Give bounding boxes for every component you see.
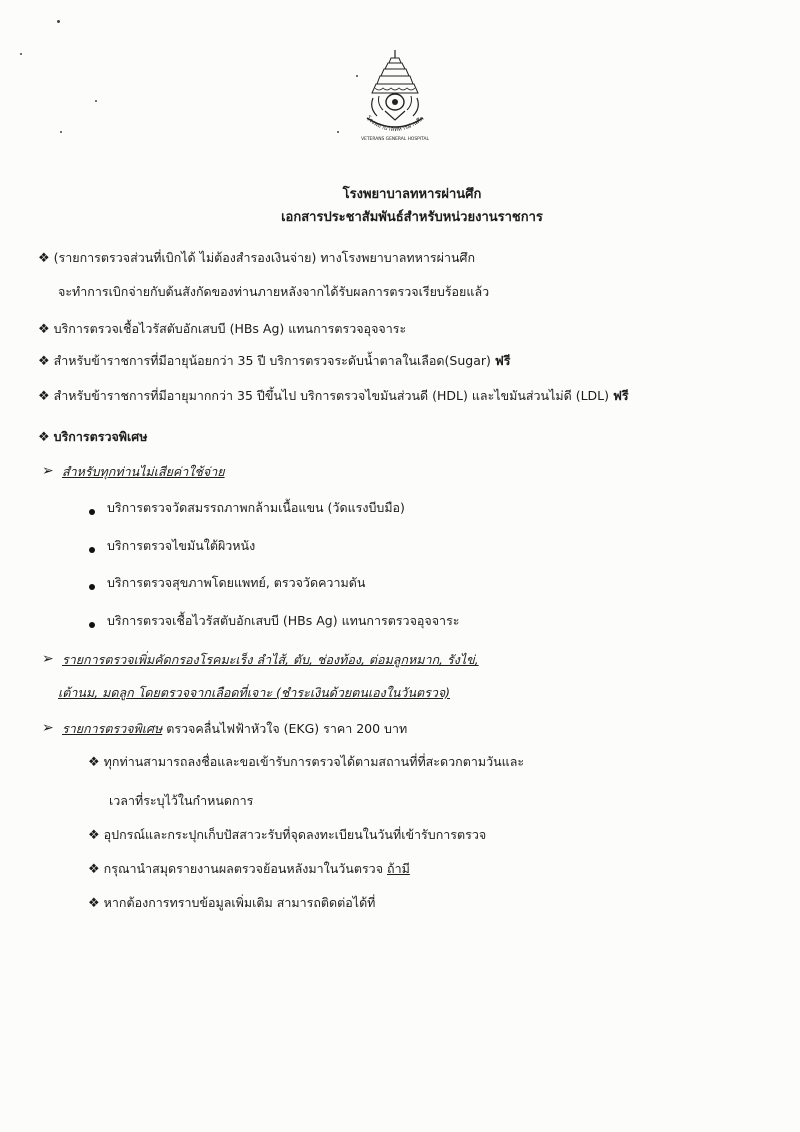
- diamond-bullet-icon: ❖: [88, 896, 100, 911]
- free-label: ฟรี: [613, 388, 629, 403]
- para-lipid-text: สำหรับข้าราชการที่มีอายุมากกว่า 35 ปีขึ้นไป บริการตรวจไขมันส่วนดี (HDL) และไขมันส่วนไม่ดี (LDL): [53, 388, 610, 403]
- free-label: ฟรี: [494, 353, 511, 368]
- scan-speck: [95, 100, 97, 102]
- note-contact: [88, 894, 375, 913]
- note-registration: [88, 753, 524, 772]
- note-if-any: ถ้ามี: [387, 861, 410, 876]
- note-report-text: กรุณานำสมุดรายงานผลตรวจย้อนหลังมาในวันตรวจ: [103, 861, 387, 876]
- dot-bullet-icon: [89, 509, 95, 515]
- document-title: โรงพยาบาลทหารผ่านศึก: [342, 187, 482, 202]
- diamond-bullet-icon: ❖: [88, 755, 100, 770]
- note-registration-line2: เวลาที่ระบุไว้ในกำหนดการ: [109, 793, 254, 808]
- para-reimbursable: [38, 249, 475, 268]
- ekg-label: รายการตรวจพิเศษ: [62, 721, 163, 736]
- note-urine-container: [88, 826, 486, 845]
- para-sugar: [38, 352, 510, 371]
- diamond-bullet-icon: ❖: [38, 251, 50, 266]
- diamond-bullet-icon: ❖: [38, 354, 50, 369]
- scan-speck: [20, 53, 22, 55]
- para-hbsag-text: บริการตรวจเชื้อไวรัสตับอักเสบบี (HBs Ag) แทนการตรวจอุจจาระ: [53, 321, 407, 336]
- diamond-bullet-icon: ❖: [38, 322, 50, 337]
- note-registration-line1: ทุกท่านสามารถลงชื่อและขอเข้ารับการตรวจได้ตามสถานที่ที่สะดวกตามวันและ: [103, 754, 525, 769]
- cancer-screening-line1: รายการตรวจเพิ่มคัดกรองโรคมะเร็ง ลำไส้, ตับ, ช่องท้อง, ต่อมลูกหมาก, รังไข่,: [62, 652, 479, 667]
- para-hbsag: [38, 320, 406, 339]
- diamond-bullet-icon: ❖: [88, 862, 100, 877]
- cancer-screening-line2: เต้านม, มดลูก โดยตรวจจากเลือดที่เจาะ (ชำระเงินด้วยตนเองในวันตรวจ): [58, 685, 451, 700]
- note-urine-text: อุปกรณ์และกระปุกเก็บปัสสาวะรับที่จุดลงทะเบียนในวันที่เข้ารับการตรวจ: [103, 827, 487, 842]
- para-sugar-text: สำหรับข้าราชการที่มีอายุน้อยกว่า 35 ปี บริการตรวจระดับน้ำตาลในเลือด(Sugar): [53, 353, 491, 368]
- free-item: บริการตรวจไขมันใต้ผิวหนัง: [107, 538, 256, 553]
- para-lipid: [38, 387, 629, 406]
- scan-speck: [337, 131, 339, 133]
- document-subtitle: เอกสารประชาสัมพันธ์สำหรับหน่วยงานราชการ: [281, 210, 543, 225]
- para-reimbursable-line1: (รายการตรวจส่วนที่เบิกได้ ไม่ต้องสำรองเงินจ่าย) ทางโรงพยาบาลทหารผ่านศึก: [53, 250, 476, 265]
- seal-text-english: VETERANS GENERAL HOSPITAL: [361, 137, 429, 142]
- hospital-seal-logo: [355, 48, 435, 144]
- dot-bullet-icon: [89, 622, 95, 628]
- dot-bullet-icon: [89, 584, 95, 590]
- dot-bullet-icon: [89, 547, 95, 553]
- arrow-bullet-icon: ➢: [42, 651, 54, 667]
- svg-text:โรงพยาบาลทหารผ่านศึก: [365, 114, 426, 133]
- arrow-bullet-icon: ➢: [42, 720, 54, 736]
- scan-speck: [57, 20, 60, 23]
- note-report-book: [88, 860, 410, 879]
- scan-speck: [60, 131, 62, 133]
- seal-text-thai: โรงพยาบาลทหารผ่านศึก: [364, 115, 426, 134]
- note-contact-text: หากต้องการทราบข้อมูลเพิ่มเติม สามารถติดต่อได้ที่: [103, 895, 376, 910]
- arrow-bullet-icon: ➢: [42, 463, 54, 479]
- free-item: บริการตรวจสุขภาพโดยแพทย์, ตรวจวัดความดัน: [107, 575, 366, 590]
- diamond-bullet-icon: ❖: [88, 828, 100, 843]
- para-special-services: [38, 428, 147, 447]
- ekg-line: [62, 720, 407, 738]
- free-for-all-heading: สำหรับทุกท่านไม่เสียค่าใช้จ่าย: [62, 464, 225, 479]
- diamond-bullet-icon: ❖: [38, 430, 50, 445]
- free-item: บริการตรวจเชื้อไวรัสตับอักเสบบี (HBs Ag) แทนการตรวจอุจจาระ: [107, 613, 460, 628]
- special-services-heading: บริการตรวจพิเศษ: [53, 429, 148, 444]
- para-reimbursable-line2: จะทำการเบิกจ่ายกับต้นสังกัดของท่านภายหลังจากได้รับผลการตรวจเรียบร้อยแล้ว: [58, 284, 490, 299]
- diamond-bullet-icon: ❖: [38, 389, 50, 404]
- ekg-text: ตรวจคลื่นไฟฟ้าหัวใจ (EKG) ราคา 200 บาท: [162, 721, 408, 736]
- free-item: บริการตรวจวัดสมรรถภาพกล้ามเนื้อแขน (วัดแรงบีบมือ): [107, 500, 405, 515]
